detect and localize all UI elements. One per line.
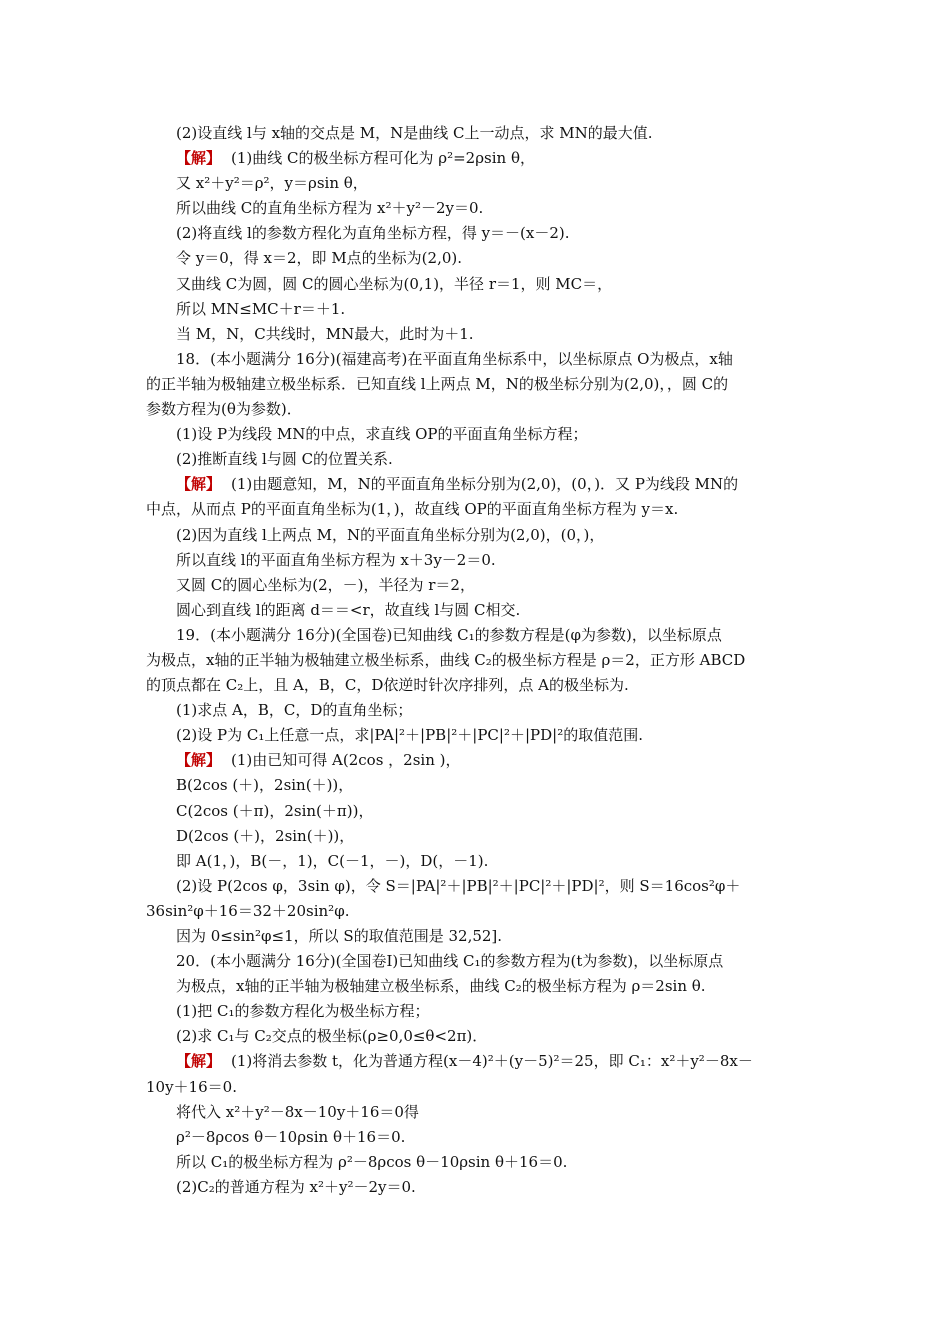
text-line <box>146 146 811 171</box>
text-line <box>146 623 811 648</box>
solution-tag: 【解】 <box>176 1052 222 1071</box>
text-line <box>146 748 811 773</box>
text-line <box>146 1150 811 1175</box>
line-text: D(2cos (＋)，2sin(＋))， <box>176 826 355 845</box>
line-text: 即 A(1，)，B(－，1)，C(－1，－)，D(，－1). <box>176 851 489 870</box>
line-text: C(2cos (＋π)，2sin(＋π))， <box>176 801 374 820</box>
line-text: B(2cos (＋)，2sin(＋))， <box>176 776 354 795</box>
text-line <box>146 523 811 548</box>
text-line <box>146 548 811 573</box>
line-text: (2)将直线 l的参数方程化为直角坐标方程，得 y＝－(x－2). <box>176 224 570 243</box>
line-text: 又曲线 C为圆，圆 C的圆心坐标为(0,1)，半径 r＝1，则 MC＝， <box>176 274 613 293</box>
text-line <box>146 849 811 874</box>
text-line <box>146 824 811 849</box>
text-line <box>146 924 811 949</box>
line-text: 为极点，x轴的正半轴为极轴建立极坐标系，曲线 C₂的极坐标方程为 ρ＝2sin θ. <box>176 977 706 996</box>
line-text: 又 x²＋y²＝ρ²，y＝ρsin θ， <box>176 174 368 193</box>
line-text: 所以直线 l的平面直角坐标方程为 x＋3y－2＝0. <box>176 550 496 569</box>
line-text: (2)推断直线 l与圆 C的位置关系. <box>176 450 393 469</box>
line-text: (2)设 P为 C₁上任意一点，求|PA|²＋|PB|²＋|PC|²＋|PD|²的取值范围. <box>176 726 643 745</box>
text-line <box>146 372 811 397</box>
text-line <box>146 1075 811 1100</box>
text-line <box>146 272 811 297</box>
text-line <box>146 472 811 497</box>
text-line <box>146 723 811 748</box>
text-line <box>146 322 811 347</box>
line-text: 所以曲线 C的直角坐标方程为 x²＋y²－2y＝0. <box>176 199 484 218</box>
text-line <box>146 347 811 372</box>
text-line <box>146 598 811 623</box>
line-text: (2)C₂的普通方程为 x²＋y²－2y＝0. <box>176 1177 416 1196</box>
line-text: (1)把 C₁的参数方程化为极坐标方程； <box>176 1002 430 1021</box>
text-line <box>146 196 811 221</box>
text-line <box>146 422 811 447</box>
line-text: (2)设直线 l与 x轴的交点是 M，N是曲线 C上一动点，求 MN的最大值. <box>176 124 653 142</box>
line-text: 令 y＝0，得 x＝2，即 M点的坐标为(2,0). <box>176 249 463 268</box>
line-text: (1)将消去参数 t，化为普通方程(x－4)²＋(y－5)²＝25，即 C₁：x²＋y²－8x－ <box>231 1052 753 1071</box>
line-text: (1)求点 A，B，C，D的直角坐标； <box>176 701 413 720</box>
line-text: 19．(本小题满分 16分)(全国卷)已知曲线 C₁的参数方程是(φ为参数)，以坐标原点 <box>176 625 722 644</box>
line-text: 所以 C₁的极坐标方程为 ρ²－8ρcos θ－10ρsin θ＋16＝0. <box>176 1152 568 1171</box>
text-line <box>146 874 811 899</box>
text-line <box>146 447 811 472</box>
text-line <box>146 297 811 322</box>
text-line <box>146 573 811 598</box>
line-text: (2)求 C₁与 C₂交点的极坐标(ρ≥0,0≤θ<2π)． <box>176 1027 488 1046</box>
line-text: (1)由已知可得 A(2cos ，2sin )， <box>231 751 461 770</box>
text-line <box>146 1175 811 1200</box>
text-line <box>146 246 811 271</box>
text-line <box>146 171 811 196</box>
solution-tag: 【解】 <box>176 149 222 168</box>
text-line <box>146 899 811 924</box>
text-line <box>146 673 811 698</box>
text-line <box>146 121 811 146</box>
line-text: (2)设 P(2cos φ，3sin φ)，令 S＝|PA|²＋|PB|²＋|PC|²＋|PD|²，则 S＝16cos²φ＋ <box>176 876 741 895</box>
text-line <box>146 799 811 824</box>
line-text: (1)由题意知，M，N的平面直角坐标分别为(2,0)，(0，)．又 P为线段 MN的 <box>231 475 739 494</box>
line-text: 18．(本小题满分 16分)(福建高考)在平面直角坐标系中，以坐标原点 O为极点，x轴 <box>176 349 733 368</box>
line-text: 20．(本小题满分 16分)(全国卷Ⅰ)已知曲线 C₁的参数方程为(t为参数)，以坐标原点 <box>176 952 724 971</box>
line-text: 的正半轴为极轴建立极坐标系．已知直线 l上两点 M，N的极坐标分别为(2,0)，，圆 C的 <box>146 374 729 393</box>
text-line <box>146 1049 811 1074</box>
line-text: 的顶点都在 C₂上，且 A，B，C，D依逆时针次序排列，点 A的极坐标为. <box>146 676 629 695</box>
line-text: 为极点，x轴的正半轴为极轴建立极坐标系，曲线 C₂的极坐标方程是 ρ＝2，正方形 ABCD <box>146 650 746 669</box>
line-text: 将代入 x²＋y²－8x－10y＋16＝0得 <box>176 1102 419 1121</box>
line-text: 36sin²φ＋16＝32＋20sin²φ. <box>146 901 350 920</box>
line-text: (2)因为直线 l上两点 M，N的平面直角坐标分别为(2,0)，(0，)， <box>176 525 605 544</box>
text-line <box>146 648 811 673</box>
solution-tag: 【解】 <box>176 475 222 494</box>
text-line <box>146 221 811 246</box>
line-text: 因为 0≤sin²φ≤1，所以 S的取值范围是 32,52]. <box>176 927 503 945</box>
text-line <box>146 1024 811 1049</box>
line-text: 所以 MN≤MC＋r＝＋1. <box>176 299 346 318</box>
line-text: 中点，从而点 P的平面直角坐标为(1，)，故直线 OP的平面直角坐标方程为 y＝x. <box>146 500 679 519</box>
text-line <box>146 397 811 422</box>
line-text: 圆心到直线 l的距离 d＝＝<r，故直线 l与圆 C相交. <box>176 600 521 619</box>
document-body <box>146 121 811 1200</box>
text-line <box>146 773 811 798</box>
line-text: 又圆 C的圆心坐标为(2，－)，半径为 r＝2， <box>176 575 475 594</box>
line-text: 当 M，N，C共线时，MN最大，此时为＋1. <box>176 324 474 343</box>
line-text: (1)曲线 C的极坐标方程可化为 ρ²=2ρsin θ， <box>231 149 535 168</box>
line-text: ρ²－8ρcos θ－10ρsin θ＋16＝0. <box>176 1127 406 1146</box>
text-line <box>146 497 811 522</box>
text-line <box>146 999 811 1024</box>
text-line <box>146 1125 811 1150</box>
text-line <box>146 949 811 974</box>
line-text: (1)设 P为线段 MN的中点，求直线 OP的平面直角坐标方程； <box>176 425 588 444</box>
text-line <box>146 698 811 723</box>
text-line <box>146 1100 811 1125</box>
text-line <box>146 974 811 999</box>
line-text: 参数方程为(θ为参数)． <box>146 400 302 419</box>
solution-tag: 【解】 <box>176 751 222 770</box>
line-text: 10y＋16＝0. <box>146 1077 237 1096</box>
